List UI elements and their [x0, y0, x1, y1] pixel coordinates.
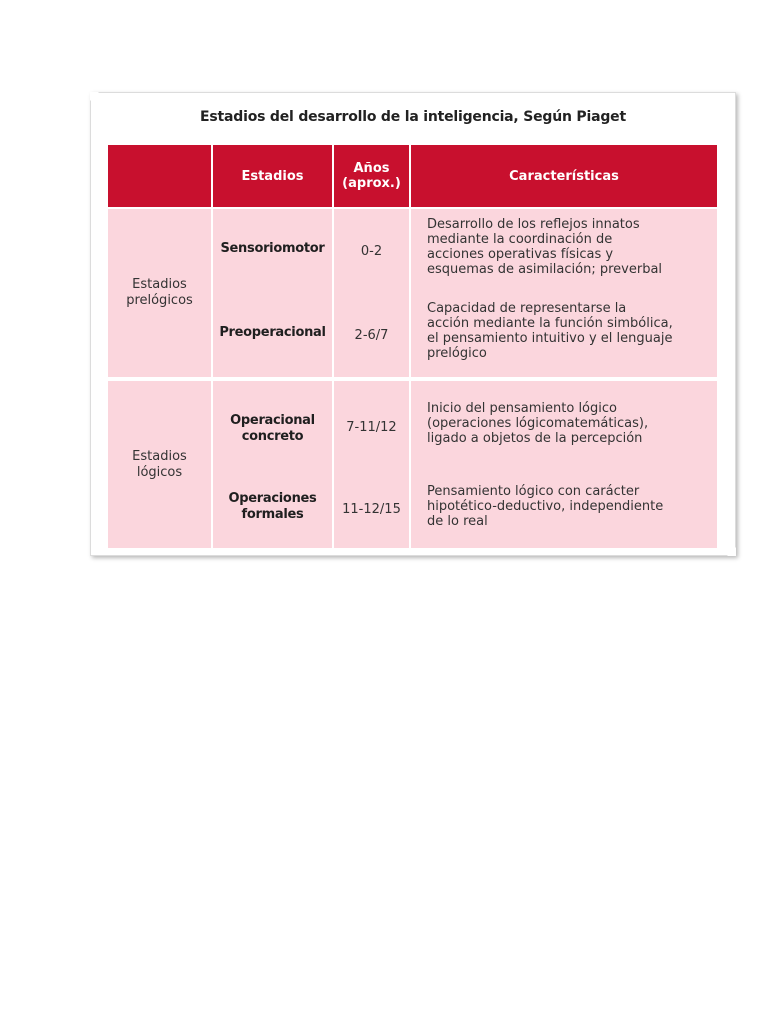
char-line: hipotético-deductivo, independiente	[427, 499, 664, 514]
stage-line1: Operacional	[230, 413, 315, 428]
stage-line2: formales	[241, 507, 304, 522]
stage-sensoriomotor: Sensoriomotor	[220, 241, 325, 256]
char-preoperacional	[427, 301, 717, 365]
char-line: acciones operativas físicas y	[427, 247, 614, 262]
char-line: acción mediante la función simbólica,	[427, 316, 673, 331]
char-line: el pensamiento intuitivo y el lenguaje	[427, 331, 673, 346]
stage-line2: concreto	[241, 429, 304, 444]
group-label-line2: lógicos	[136, 464, 183, 480]
years-operaciones-formales: 11-12/15	[342, 501, 401, 517]
table-card	[90, 92, 736, 556]
char-line: (operaciones lógicomatemáticas),	[427, 416, 649, 431]
table-title: Estadios del desarrollo de la inteligencia, Según Piaget	[200, 109, 626, 125]
group-label-line1: Estadios	[132, 448, 187, 464]
group-label-line1: Estadios	[132, 277, 187, 292]
years-preoperacional: 2-6/7	[354, 327, 389, 343]
char-line: Pensamiento lógico con carácter	[427, 484, 640, 499]
years-column-prelogicos	[334, 209, 409, 377]
group-label-logicos	[108, 381, 211, 548]
char-line: esquemas de asimilación; preverbal	[427, 262, 663, 277]
header-characteristics: Características	[411, 145, 717, 207]
stage-preoperacional: Preoperacional	[219, 325, 326, 340]
header-years	[334, 145, 409, 207]
char-operacional-concreto	[427, 401, 717, 451]
char-line: prelógico	[427, 346, 487, 361]
char-line: Inicio del pensamiento lógico	[427, 401, 617, 416]
char-operaciones-formales	[427, 484, 717, 534]
char-line: Desarrollo de los reflejos innatos	[427, 217, 640, 232]
years-column-logicos	[334, 381, 409, 548]
char-line: mediante la coordinación de	[427, 232, 613, 247]
stage-operaciones-formales	[213, 489, 332, 525]
years-sensoriomotor: 0-2	[360, 243, 383, 259]
years-operacional-concreto: 7-11/12	[346, 419, 397, 435]
stage-line1: Operaciones	[228, 491, 317, 506]
header-years-line1: Años	[353, 161, 390, 176]
group-label-prelogicos	[108, 209, 211, 377]
header-years-line2: (aprox.)	[342, 176, 401, 191]
char-line: Capacidad de representarse la	[427, 301, 627, 316]
group-label-line2: prelógicos	[126, 293, 193, 308]
char-sensoriomotor	[427, 217, 717, 281]
header-group-blank	[108, 145, 211, 207]
stage-operacional-concreto	[213, 411, 332, 447]
char-line: de lo real	[427, 514, 488, 529]
stage-column-prelogicos	[213, 209, 332, 377]
char-line: ligado a objetos de la percepción	[427, 431, 643, 446]
header-stages: Estadios	[213, 145, 332, 207]
